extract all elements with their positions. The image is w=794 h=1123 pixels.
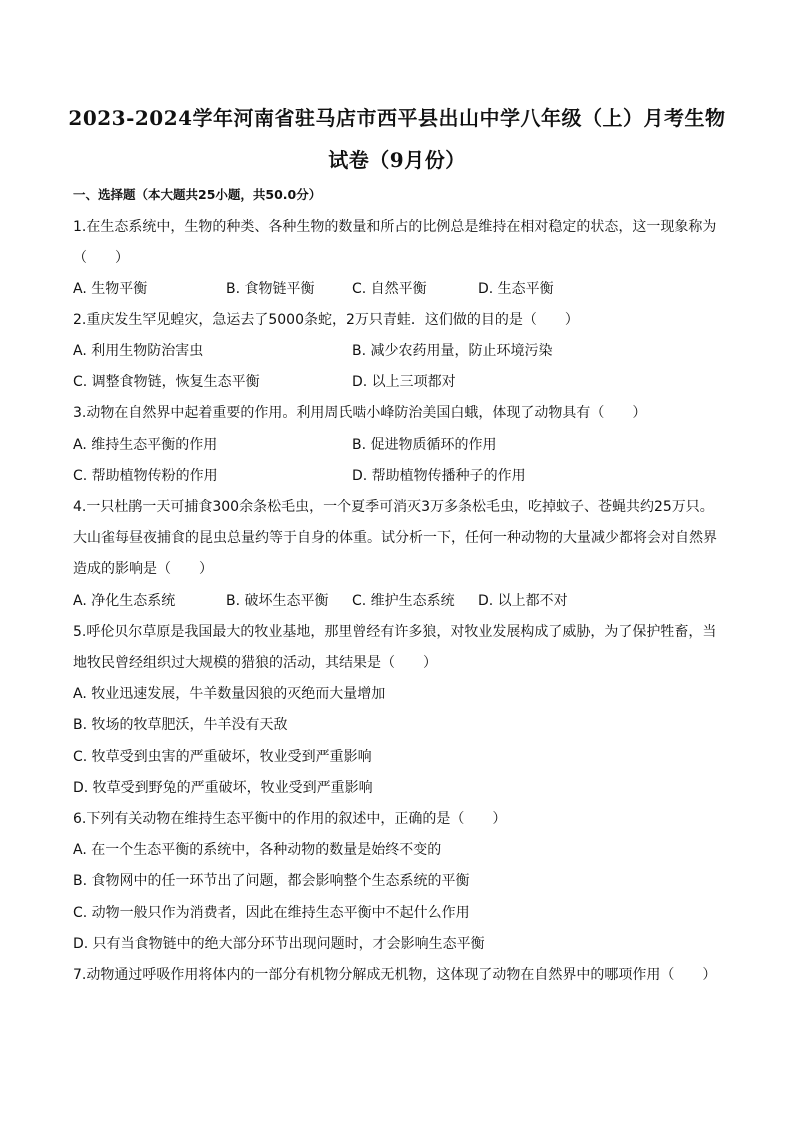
question-5-line-1: 5.呼伦贝尔草原是我国最大的牧业基地，那里曾经有许多狼，对牧业发展构成了威胁，为了保护牲畜，当 — [73, 624, 717, 640]
question-4-option-d: D. 以上都不对 — [478, 593, 568, 609]
question-6-option-a: A. 在一个生态平衡的系统中，各种动物的数量是始终不变的 — [73, 842, 442, 858]
question-7-line-1: 7.动物通过呼吸作用将体内的一部分有机物分解成无机物，这体现了动物在自然界中的哪项作用（ ） — [73, 967, 717, 983]
question-1-option-b: B. 食物链平衡 — [226, 281, 315, 297]
question-1-line-1: 1.在生态系统中，生物的种类、各种生物的数量和所占的比例总是维持在相对稳定的状态，这一现象称为 — [73, 219, 717, 235]
question-3-option-b: B. 促进物质循环的作用 — [352, 437, 497, 453]
question-3-option-a: A. 维持生态平衡的作用 — [73, 437, 218, 453]
question-5-option-b: B. 牧场的牧草肥沃，牛羊没有天敌 — [73, 717, 288, 733]
question-1-option-c: C. 自然平衡 — [352, 281, 427, 297]
question-4-option-c: C. 维护生态系统 — [352, 593, 455, 609]
question-2-option-b: B. 减少农药用量，防止环境污染 — [352, 343, 553, 359]
question-1-line-2: （ ） — [73, 250, 129, 266]
question-4-line-3: 造成的影响是（ ） — [73, 561, 213, 577]
question-4-line-1: 4.一只杜鹃一天可捕食300余条松毛虫，一个夏季可消灭3万多条松毛虫，吃掉蚊子、苍蝇共约25万只。 — [73, 499, 714, 515]
page-title-line1: 2023-2024学年河南省驻马店市西平县出山中学八年级（上）月考生物 — [68, 106, 726, 130]
question-2-option-d: D. 以上三项都对 — [352, 374, 456, 390]
question-6-option-c: C. 动物一般只作为消费者，因此在维持生态平衡中不起什么作用 — [73, 905, 470, 921]
question-4-option-a: A. 净化生态系统 — [73, 593, 176, 609]
question-5-line-2: 地牧民曾经组织过大规模的猎狼的活动，其结果是（ ） — [73, 655, 437, 671]
question-6-option-d: D. 只有当食物链中的绝大部分环节出现问题时，才会影响生态平衡 — [73, 936, 485, 952]
question-4-line-2: 大山雀每昼夜捕食的昆虫总量约等于自身的体重。试分析一下，任何一种动物的大量减少都将会对自然界 — [73, 530, 717, 546]
question-4-option-b: B. 破坏生态平衡 — [226, 593, 329, 609]
question-2-line-1: 2.重庆发生罕见蝗灾，急运去了5000条蛇，2万只青蛙．这们做的目的是（ ） — [73, 312, 579, 328]
question-5-option-d: D. 牧草受到野兔的严重破坏，牧业受到严重影响 — [73, 780, 373, 796]
question-5-option-a: A. 牧业迅速发展，牛羊数量因狼的灭绝而大量增加 — [73, 686, 386, 702]
page-title-line2: 试卷（9月份） — [328, 148, 466, 172]
question-6-line-1: 6.下列有关动物在维持生态平衡中的作用的叙述中，正确的是（ ） — [73, 811, 507, 827]
section-heading: 一、选择题（本大题共25小题，共50.0分） — [73, 187, 322, 202]
question-1-option-a: A. 生物平衡 — [73, 281, 148, 297]
question-6-option-b: B. 食物网中的任一环节出了问题，都会影响整个生态系统的平衡 — [73, 873, 470, 889]
question-2-option-a: A. 利用生物防治害虫 — [73, 343, 204, 359]
question-1-option-d: D. 生态平衡 — [478, 281, 554, 297]
question-2-option-c: C. 调整食物链，恢复生态平衡 — [73, 374, 260, 390]
question-3-line-1: 3.动物在自然界中起着重要的作用。利用周氏啮小峰防治美国白蛾，体现了动物具有（ ） — [73, 405, 647, 421]
question-5-option-c: C. 牧草受到虫害的严重破坏，牧业受到严重影响 — [73, 749, 372, 765]
question-3-option-c: C. 帮助植物传粉的作用 — [73, 468, 218, 484]
question-3-option-d: D. 帮助植物传播种子的作用 — [352, 468, 526, 484]
